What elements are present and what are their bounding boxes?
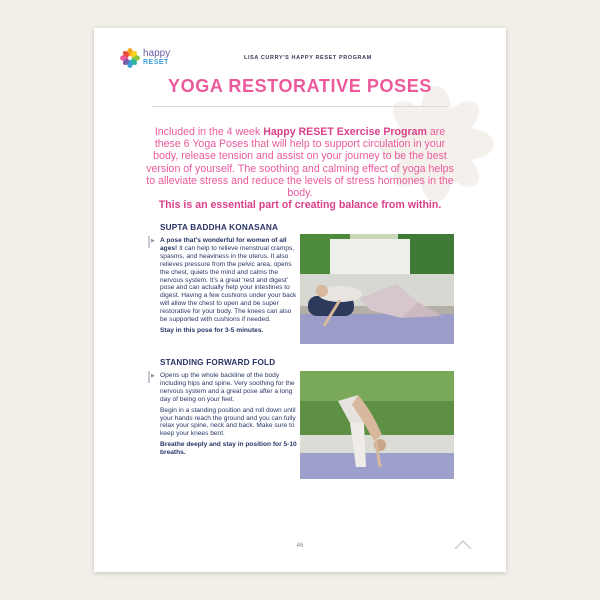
scroll-up-arrow-icon[interactable] bbox=[454, 540, 472, 550]
document-page bbox=[94, 28, 506, 572]
logo-happy-text: happy bbox=[143, 48, 171, 59]
section-lead: A pose that's wonderful for women of all ages! bbox=[160, 237, 287, 252]
logo-reset-text: RESET bbox=[143, 59, 169, 66]
section-instruction: Stay in this pose for 3-5 minutes. bbox=[160, 326, 264, 334]
section-title-standing-forward-fold: STANDING FORWARD FOLD bbox=[160, 358, 276, 367]
intro-program-name: Happy RESET Exercise Program bbox=[263, 126, 427, 138]
photo-supta-baddha-konasana bbox=[300, 234, 454, 344]
chevron-right-icon: ▶ bbox=[151, 238, 155, 244]
intro-text-part1: Included in the 4 week bbox=[154, 126, 264, 138]
page-number: 46 bbox=[296, 543, 304, 549]
section-paragraph bbox=[160, 237, 300, 324]
brand-logo bbox=[120, 48, 170, 68]
section-body: It can help to relieve menstrual cramps, spasms, and heaviness in the uterus. It also relieves pressure from the pelvic area, opens the chest, quiets the mind and calms the nervous system. It's a great 'rest and digest' pose and can actually help your intestines to digest. Having a few cushions under your back will allow the chest to open and be super restorative for your body. The knees can also be supported with cushions if needed. bbox=[160, 244, 297, 324]
section-text-supta-baddha-konasana bbox=[160, 237, 300, 338]
chevron-right-icon: ▶ bbox=[151, 373, 155, 379]
section-marker-bar bbox=[148, 371, 150, 383]
section-text-standing-forward-fold bbox=[160, 372, 300, 460]
intro-closing-line: This is an essential part of creating balance from within. bbox=[158, 199, 442, 212]
section-paragraph: Opens up the whole backline of the body including hips and spine. Very soothing for the nervous system and a great pose after a long day of being on your feet. bbox=[160, 372, 295, 403]
intro-text-part2: are these 6 Yoga Poses that will help to support circulation in your body, release tension and assist on your journey to be the best version of yourself. The soothing and calming effect of yoga helps to alleviate stress and reduce the levels of stress hormones in the body. bbox=[146, 126, 454, 200]
section-title-supta-baddha-konasana: SUPTA BADDHA KONASANA bbox=[160, 223, 279, 232]
program-header-label: LISA CURRY'S HAPPY RESET PROGRAM bbox=[244, 55, 372, 61]
intro-paragraph bbox=[142, 126, 458, 211]
section-instruction: Breathe deeply and stay in position for 5-10 breaths. bbox=[160, 441, 297, 457]
title-divider bbox=[152, 106, 448, 107]
photo-standing-forward-fold bbox=[300, 371, 454, 479]
page-title: YOGA RESTORATIVE POSES bbox=[168, 76, 432, 96]
section-paragraph: Begin in a standing position and roll down until your hands reach the ground and you can fully relax your spine, neck and back. Make sure to keep your knees bent. bbox=[160, 406, 296, 438]
section-marker-bar bbox=[148, 236, 150, 248]
happy-reset-flower-logo-icon bbox=[120, 48, 140, 68]
